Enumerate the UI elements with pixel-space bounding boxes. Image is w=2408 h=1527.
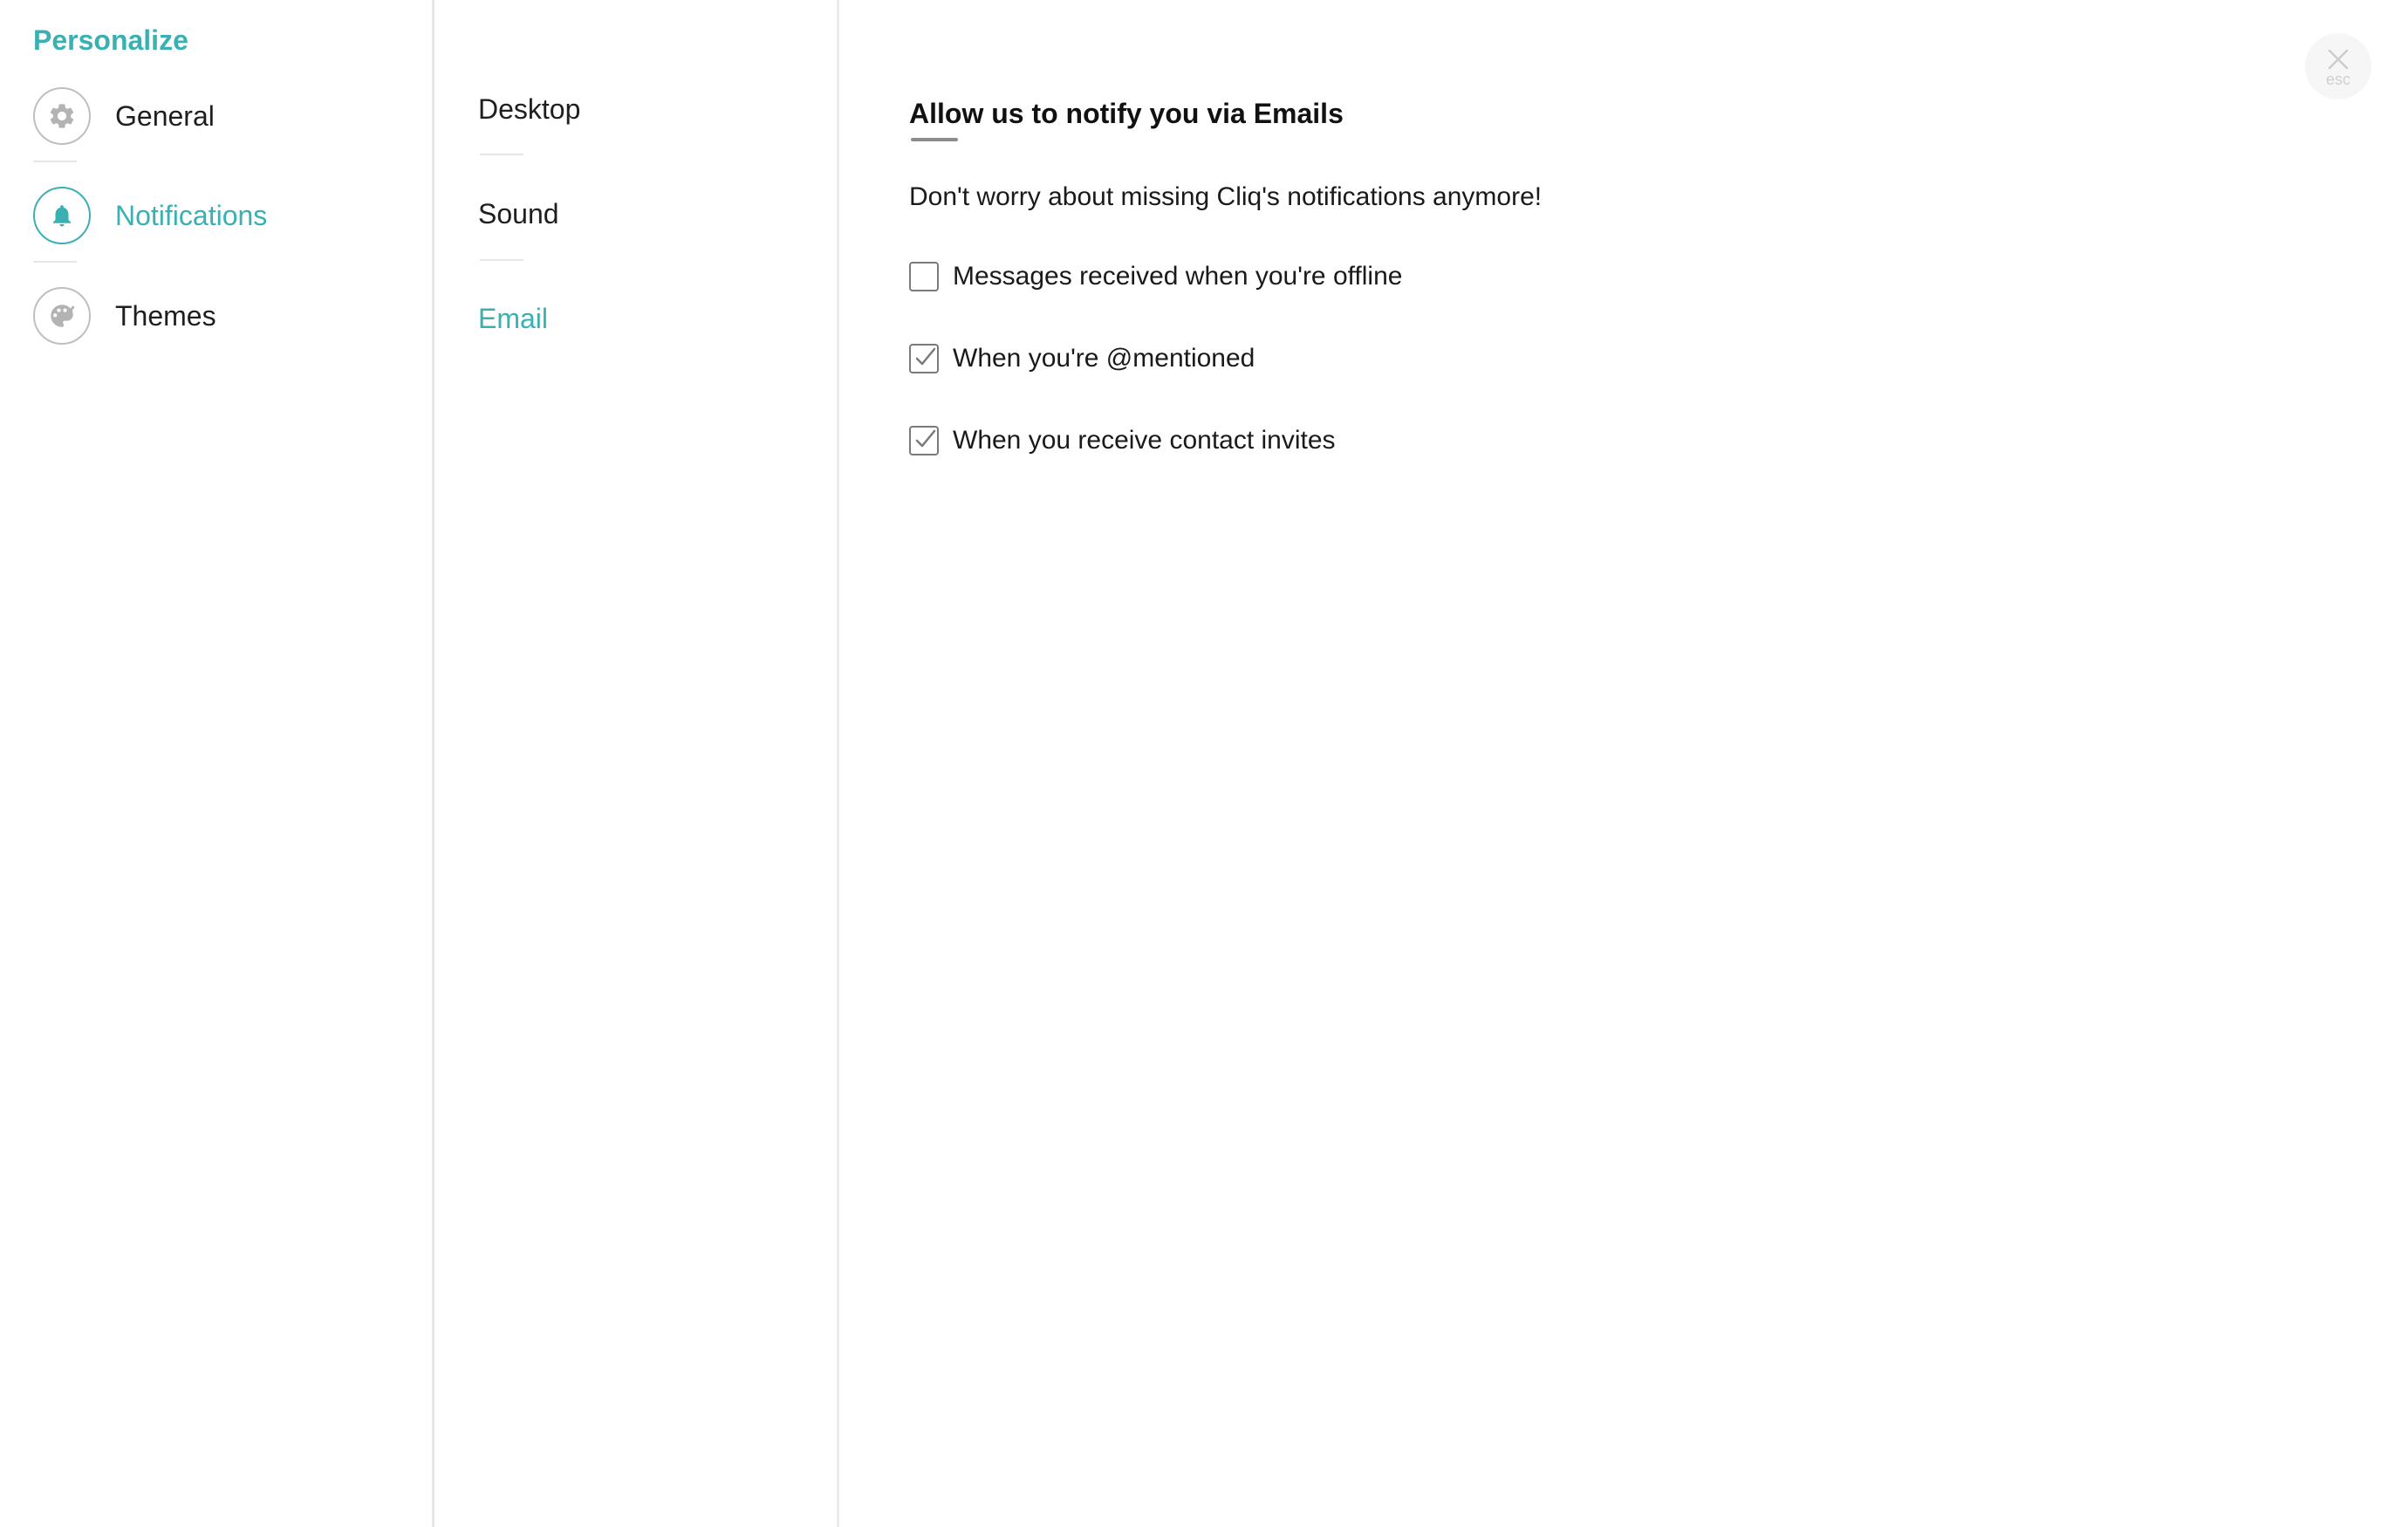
option-label: When you're @mentioned bbox=[953, 344, 1255, 373]
section-description: Don't worry about missing Cliq's notifications anymore! bbox=[909, 182, 1543, 211]
option-contact-invites[interactable] bbox=[909, 426, 1336, 455]
bell-icon bbox=[33, 187, 91, 244]
sidebar-item-label: Notifications bbox=[115, 199, 268, 231]
close-icon bbox=[2324, 45, 2352, 73]
sidebar-item-general[interactable] bbox=[33, 87, 417, 145]
subnav-item-desktop[interactable]: Desktop bbox=[478, 93, 581, 125]
checkbox-unchecked[interactable] bbox=[909, 262, 939, 291]
subnav-divider bbox=[480, 259, 523, 261]
sidebar-item-label: General bbox=[115, 99, 215, 132]
esc-label: esc bbox=[2325, 71, 2350, 88]
checkmark-icon bbox=[911, 346, 937, 372]
notifications-subnav bbox=[436, 0, 839, 1527]
close-button[interactable] bbox=[2305, 33, 2371, 99]
sidebar-item-notifications[interactable] bbox=[33, 187, 417, 244]
subnav-item-email[interactable]: Email bbox=[478, 303, 549, 334]
checkbox-checked[interactable] bbox=[909, 426, 939, 455]
option-label: Messages received when you're offline bbox=[953, 262, 1403, 291]
checkbox-checked[interactable] bbox=[909, 344, 939, 373]
title-underline bbox=[911, 138, 958, 141]
sidebar-divider bbox=[33, 261, 77, 263]
sidebar-divider bbox=[33, 161, 77, 162]
section-title: Allow us to notify you via Emails bbox=[909, 98, 1344, 129]
palette-icon bbox=[33, 287, 91, 345]
email-settings-panel bbox=[842, 0, 2408, 1527]
sidebar-item-themes[interactable] bbox=[33, 287, 417, 345]
personalize-sidebar bbox=[0, 0, 434, 1527]
sidebar-item-label: Themes bbox=[115, 299, 216, 332]
option-label: When you receive contact invites bbox=[953, 426, 1336, 455]
sidebar-title: Personalize bbox=[33, 24, 188, 56]
checkmark-icon bbox=[911, 428, 937, 454]
option-offline-messages[interactable] bbox=[909, 262, 1402, 291]
subnav-item-sound[interactable]: Sound bbox=[478, 198, 559, 229]
subnav-divider bbox=[480, 154, 523, 155]
gear-icon bbox=[33, 87, 91, 145]
option-mentioned[interactable] bbox=[909, 344, 1255, 373]
